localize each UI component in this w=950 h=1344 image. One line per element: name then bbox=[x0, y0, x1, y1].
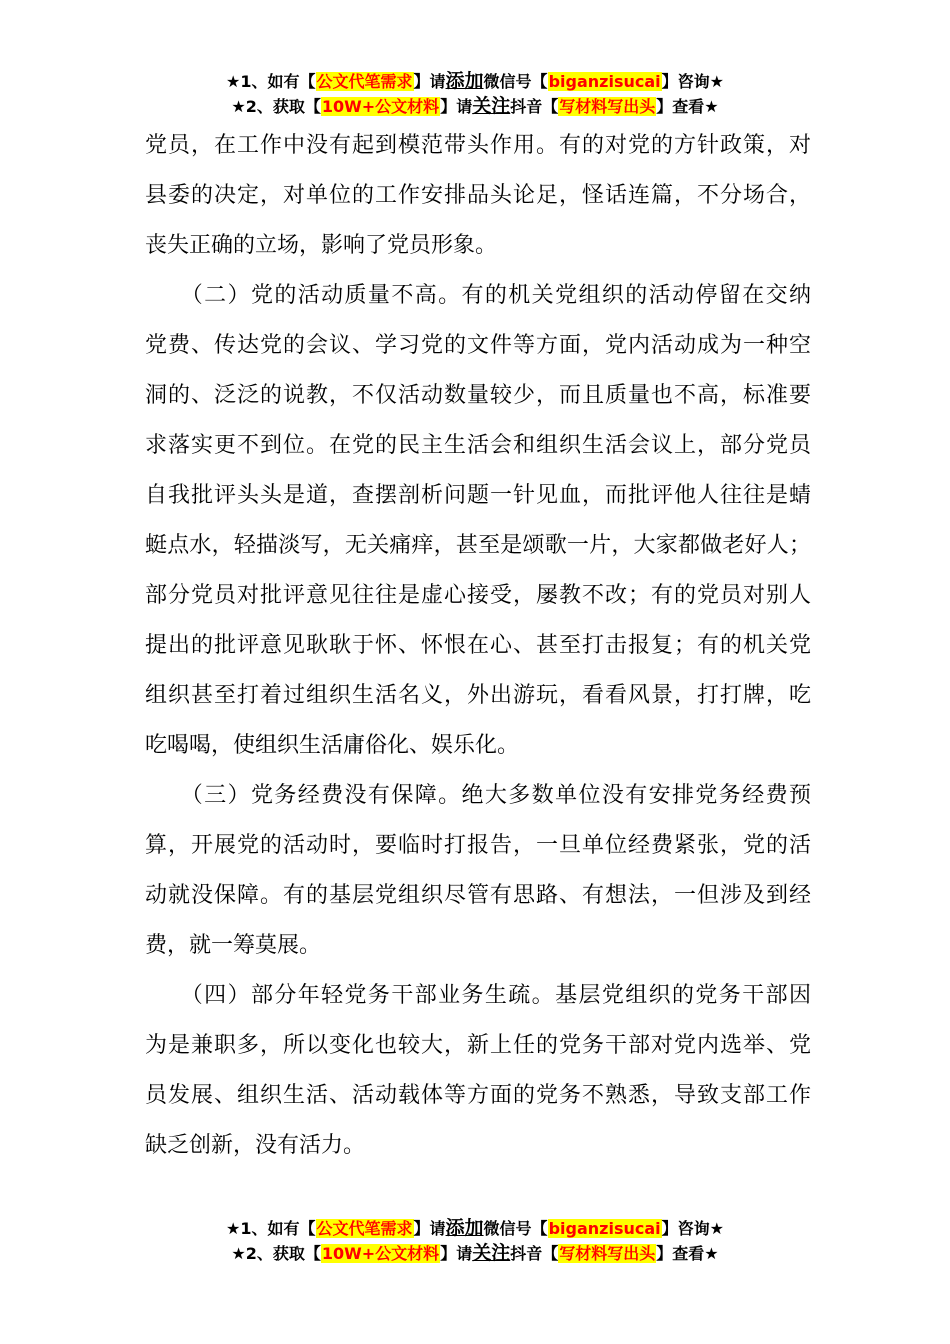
banner-text: 抖音【 bbox=[510, 97, 559, 116]
text-line: 党员，在工作中没有起到模范带头作用。有的对党的方针政策，对 bbox=[145, 133, 811, 158]
banner-emphasis: 关注 bbox=[472, 1242, 511, 1264]
text-line: 员发展、组织生活、活动载体等方面的党务不熟悉，导致支部工作 bbox=[145, 1083, 811, 1108]
text-line: 为是兼职多，所以变化也较大，新上任的党务干部对党内选举、党 bbox=[145, 1033, 811, 1058]
banner-highlight: biganzisucai bbox=[548, 1219, 661, 1238]
banner-text: ★1、如有【 bbox=[226, 1219, 316, 1238]
text-line: 部分党员对批评意见往往是虚心接受，屡教不改；有的党员对别人 bbox=[145, 583, 811, 608]
banner-line-1 bbox=[0, 1216, 950, 1241]
paragraph bbox=[145, 121, 811, 271]
banner-emphasis: 关注 bbox=[472, 95, 511, 117]
text-line: 党费、传达党的会议、学习党的文件等方面，党内活动成为一种空 bbox=[145, 333, 811, 358]
banner-text: ★2、获取【 bbox=[231, 1244, 321, 1263]
text-line: 洞的、泛泛的说教，不仅活动数量较少，而且质量也不高，标准要 bbox=[145, 383, 811, 408]
paragraph bbox=[145, 971, 811, 1171]
banner-text: 】查看★ bbox=[656, 97, 719, 116]
banner-text: 】查看★ bbox=[656, 1244, 719, 1263]
banner-text: 抖音【 bbox=[510, 1244, 559, 1263]
header-banner bbox=[0, 69, 950, 119]
text-line: 缺乏创新，没有活力。 bbox=[145, 1133, 366, 1158]
banner-emphasis: 添加 bbox=[445, 1217, 484, 1239]
document-body bbox=[145, 121, 811, 1171]
banner-line-1 bbox=[0, 69, 950, 94]
banner-text: 微信号【 bbox=[483, 1219, 548, 1238]
text-line: 提出的批评意见耿耿于怀、怀恨在心、甚至打击报复；有的机关党 bbox=[145, 633, 811, 658]
banner-highlight: 写材料写出头 bbox=[559, 97, 656, 116]
banner-text: 】咨询★ bbox=[661, 1219, 724, 1238]
text-line: 县委的决定，对单位的工作安排品头论足，怪话连篇，不分场合， bbox=[145, 183, 811, 208]
banner-text: 】请 bbox=[440, 1244, 473, 1263]
paragraph bbox=[145, 271, 811, 771]
banner-text: 】请 bbox=[440, 97, 473, 116]
banner-text: 】请 bbox=[413, 1219, 446, 1238]
banner-text: ★1、如有【 bbox=[226, 72, 316, 91]
text-line: 吃喝喝，使组织生活庸俗化、娱乐化。 bbox=[145, 733, 520, 758]
text-line: 蜓点水，轻描淡写，无关痛痒，甚至是颂歌一片，大家都做老好人； bbox=[145, 533, 811, 558]
banner-line-2 bbox=[0, 94, 950, 119]
banner-highlight: 10W+公文材料 bbox=[321, 1244, 440, 1263]
banner-emphasis: 添加 bbox=[445, 70, 484, 92]
text-line: （二）党的活动质量不高。有的机关党组织的活动停留在交纳 bbox=[145, 283, 811, 308]
text-line: 动就没保障。有的基层党组织尽管有思路、有想法，一但涉及到经 bbox=[145, 883, 811, 908]
footer-banner bbox=[0, 1216, 950, 1266]
paragraph bbox=[145, 771, 811, 971]
banner-highlight: 10W+公文材料 bbox=[321, 97, 440, 116]
banner-highlight: 公文代笔需求 bbox=[316, 1219, 413, 1238]
banner-text: 】咨询★ bbox=[661, 72, 724, 91]
text-line: （三）党务经费没有保障。绝大多数单位没有安排党务经费预 bbox=[145, 783, 811, 808]
text-line: 丧失正确的立场，影响了党员形象。 bbox=[145, 233, 498, 258]
text-line: 组织甚至打着过组织生活名义，外出游玩，看看风景，打打牌，吃 bbox=[145, 683, 811, 708]
banner-highlight: 公文代笔需求 bbox=[316, 72, 413, 91]
banner-line-2 bbox=[0, 1241, 950, 1266]
text-line: 算，开展党的活动时，要临时打报告，一旦单位经费紧张，党的活 bbox=[145, 833, 811, 858]
text-line: （四）部分年轻党务干部业务生疏。基层党组织的党务干部因 bbox=[145, 983, 811, 1008]
banner-text: 微信号【 bbox=[483, 72, 548, 91]
text-line: 费，就一筹莫展。 bbox=[145, 933, 322, 958]
banner-highlight: 写材料写出头 bbox=[559, 1244, 656, 1263]
banner-text: 】请 bbox=[413, 72, 446, 91]
text-line: 求落实更不到位。在党的民主生活会和组织生活会议上，部分党员 bbox=[145, 433, 811, 458]
banner-text: ★2、获取【 bbox=[231, 97, 321, 116]
banner-highlight: biganzisucai bbox=[548, 72, 661, 91]
text-line: 自我批评头头是道，查摆剖析问题一针见血，而批评他人往往是蜻 bbox=[145, 483, 811, 508]
